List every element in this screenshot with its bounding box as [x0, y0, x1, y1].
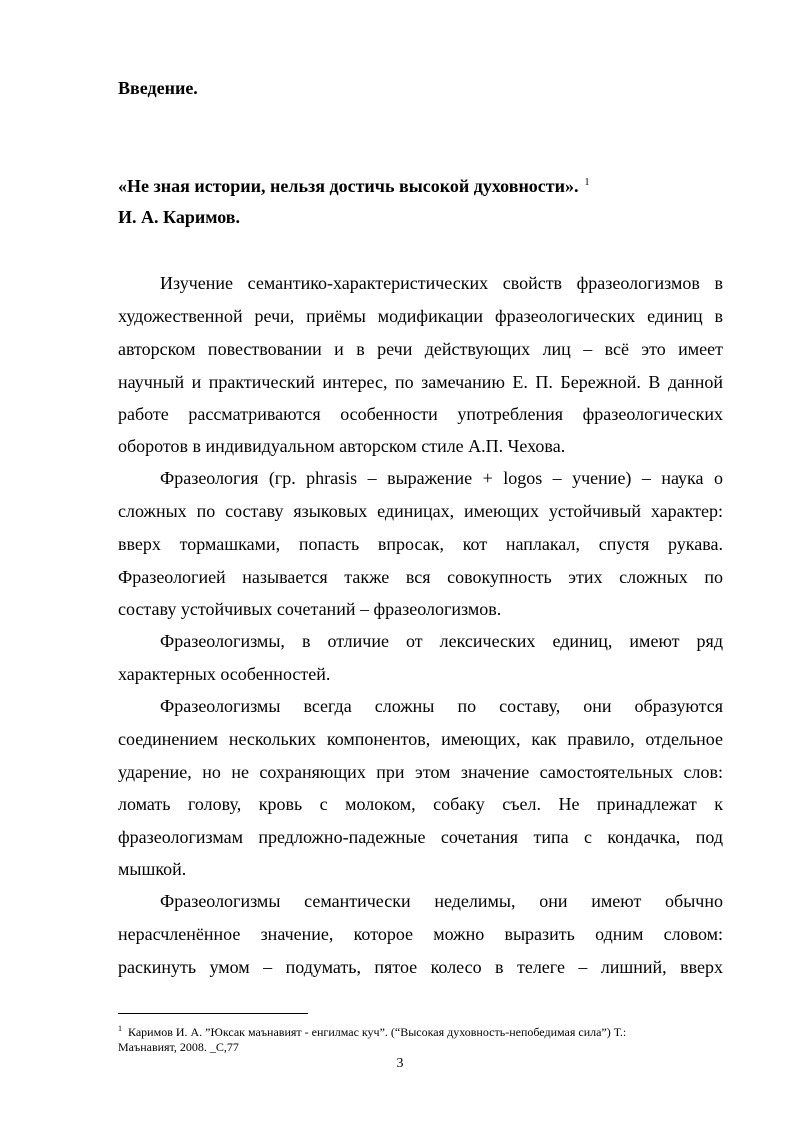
paragraph-line: Фразеология (гр. phrasis – выражение + logos – учение) – наука о: [160, 468, 723, 488]
paragraph-line: составу устойчивых сочетаний – фразеологизмов.: [118, 599, 502, 619]
paragraph-line: соединением нескольких компонентов, имеющих, как правило, отдельное: [118, 729, 723, 749]
footnote-mark: 1: [118, 1024, 122, 1033]
paragraph-line: раскинуть умом – подумать, пятое колесо в телеге – лишний, вверх: [118, 957, 723, 977]
footnote-line-2: Маънавият, 2008. _С,77: [118, 1040, 239, 1054]
epigraph-quote: [118, 176, 590, 197]
paragraph-line: мышкой.: [118, 859, 187, 879]
page-number: 3: [396, 1056, 404, 1071]
epigraph-quote-text: «Не зная истории, нельзя достичь высокой духовности».: [118, 176, 579, 196]
paragraph-line: сложных по составу языковых единицах, имеющих устойчивый характер:: [118, 501, 723, 521]
section-heading: Введение.: [118, 78, 198, 98]
paragraph-line: Фразеологизмы всегда сложны по составу, они образуются: [160, 696, 723, 716]
paragraph-line: художественной речи, приёмы модификации фразеологических единиц в: [118, 306, 723, 326]
paragraph-line: вверх тормашками, попасть впросак, кот наплакал, спустя рукава.: [118, 534, 723, 554]
paragraph-line: ломать голову, кровь с молоком, собаку съел. Не принадлежат к: [118, 794, 723, 814]
paragraph-line: авторском повествовании и в речи действующих лиц – всё это имеет: [118, 339, 723, 359]
footnote-line-1: [118, 1024, 626, 1040]
paragraph-line: оборотов в индивидуальном авторском стиле А.П. Чехова.: [118, 436, 566, 456]
paragraph-line: фразеологизмам предложно-падежные сочетания типа с кондачка, под: [118, 827, 723, 847]
paragraph-line: Изучение семантико-характеристических свойств фразеологизмов в: [160, 273, 723, 293]
epigraph-author: И. А. Каримов.: [118, 207, 240, 227]
footnote-reference[interactable]: 1: [584, 177, 590, 188]
paragraph-line: нерасчленённое значение, которое можно выразить одним словом:: [118, 924, 723, 944]
footnote-separator: [118, 1013, 308, 1014]
footnote-text: Каримов И. А. ”Юксак маънавият - енгилмас куч”. (“Высокая духовность-непобедимая сила”) Т.:: [128, 1025, 627, 1039]
paragraph-line: работе рассматриваются особенности употребления фразеологических: [118, 404, 723, 424]
paragraph-line: Фразеологизмы семантически неделимы, они имеют обычно: [160, 891, 723, 911]
paragraph-line: Фразеологией называется также вся совокупность этих сложных по: [118, 567, 723, 587]
paragraph-line: ударение, но не сохраняющих при этом значение самостоятельных слов:: [118, 762, 723, 782]
paragraph-line: характерных особенностей.: [118, 664, 331, 684]
paragraph-line: Фразеологизмы, в отличие от лексических единиц, имеют ряд: [160, 631, 723, 651]
paragraph-line: научный и практический интерес, по замечанию Е. П. Бережной. В данной: [118, 372, 723, 392]
